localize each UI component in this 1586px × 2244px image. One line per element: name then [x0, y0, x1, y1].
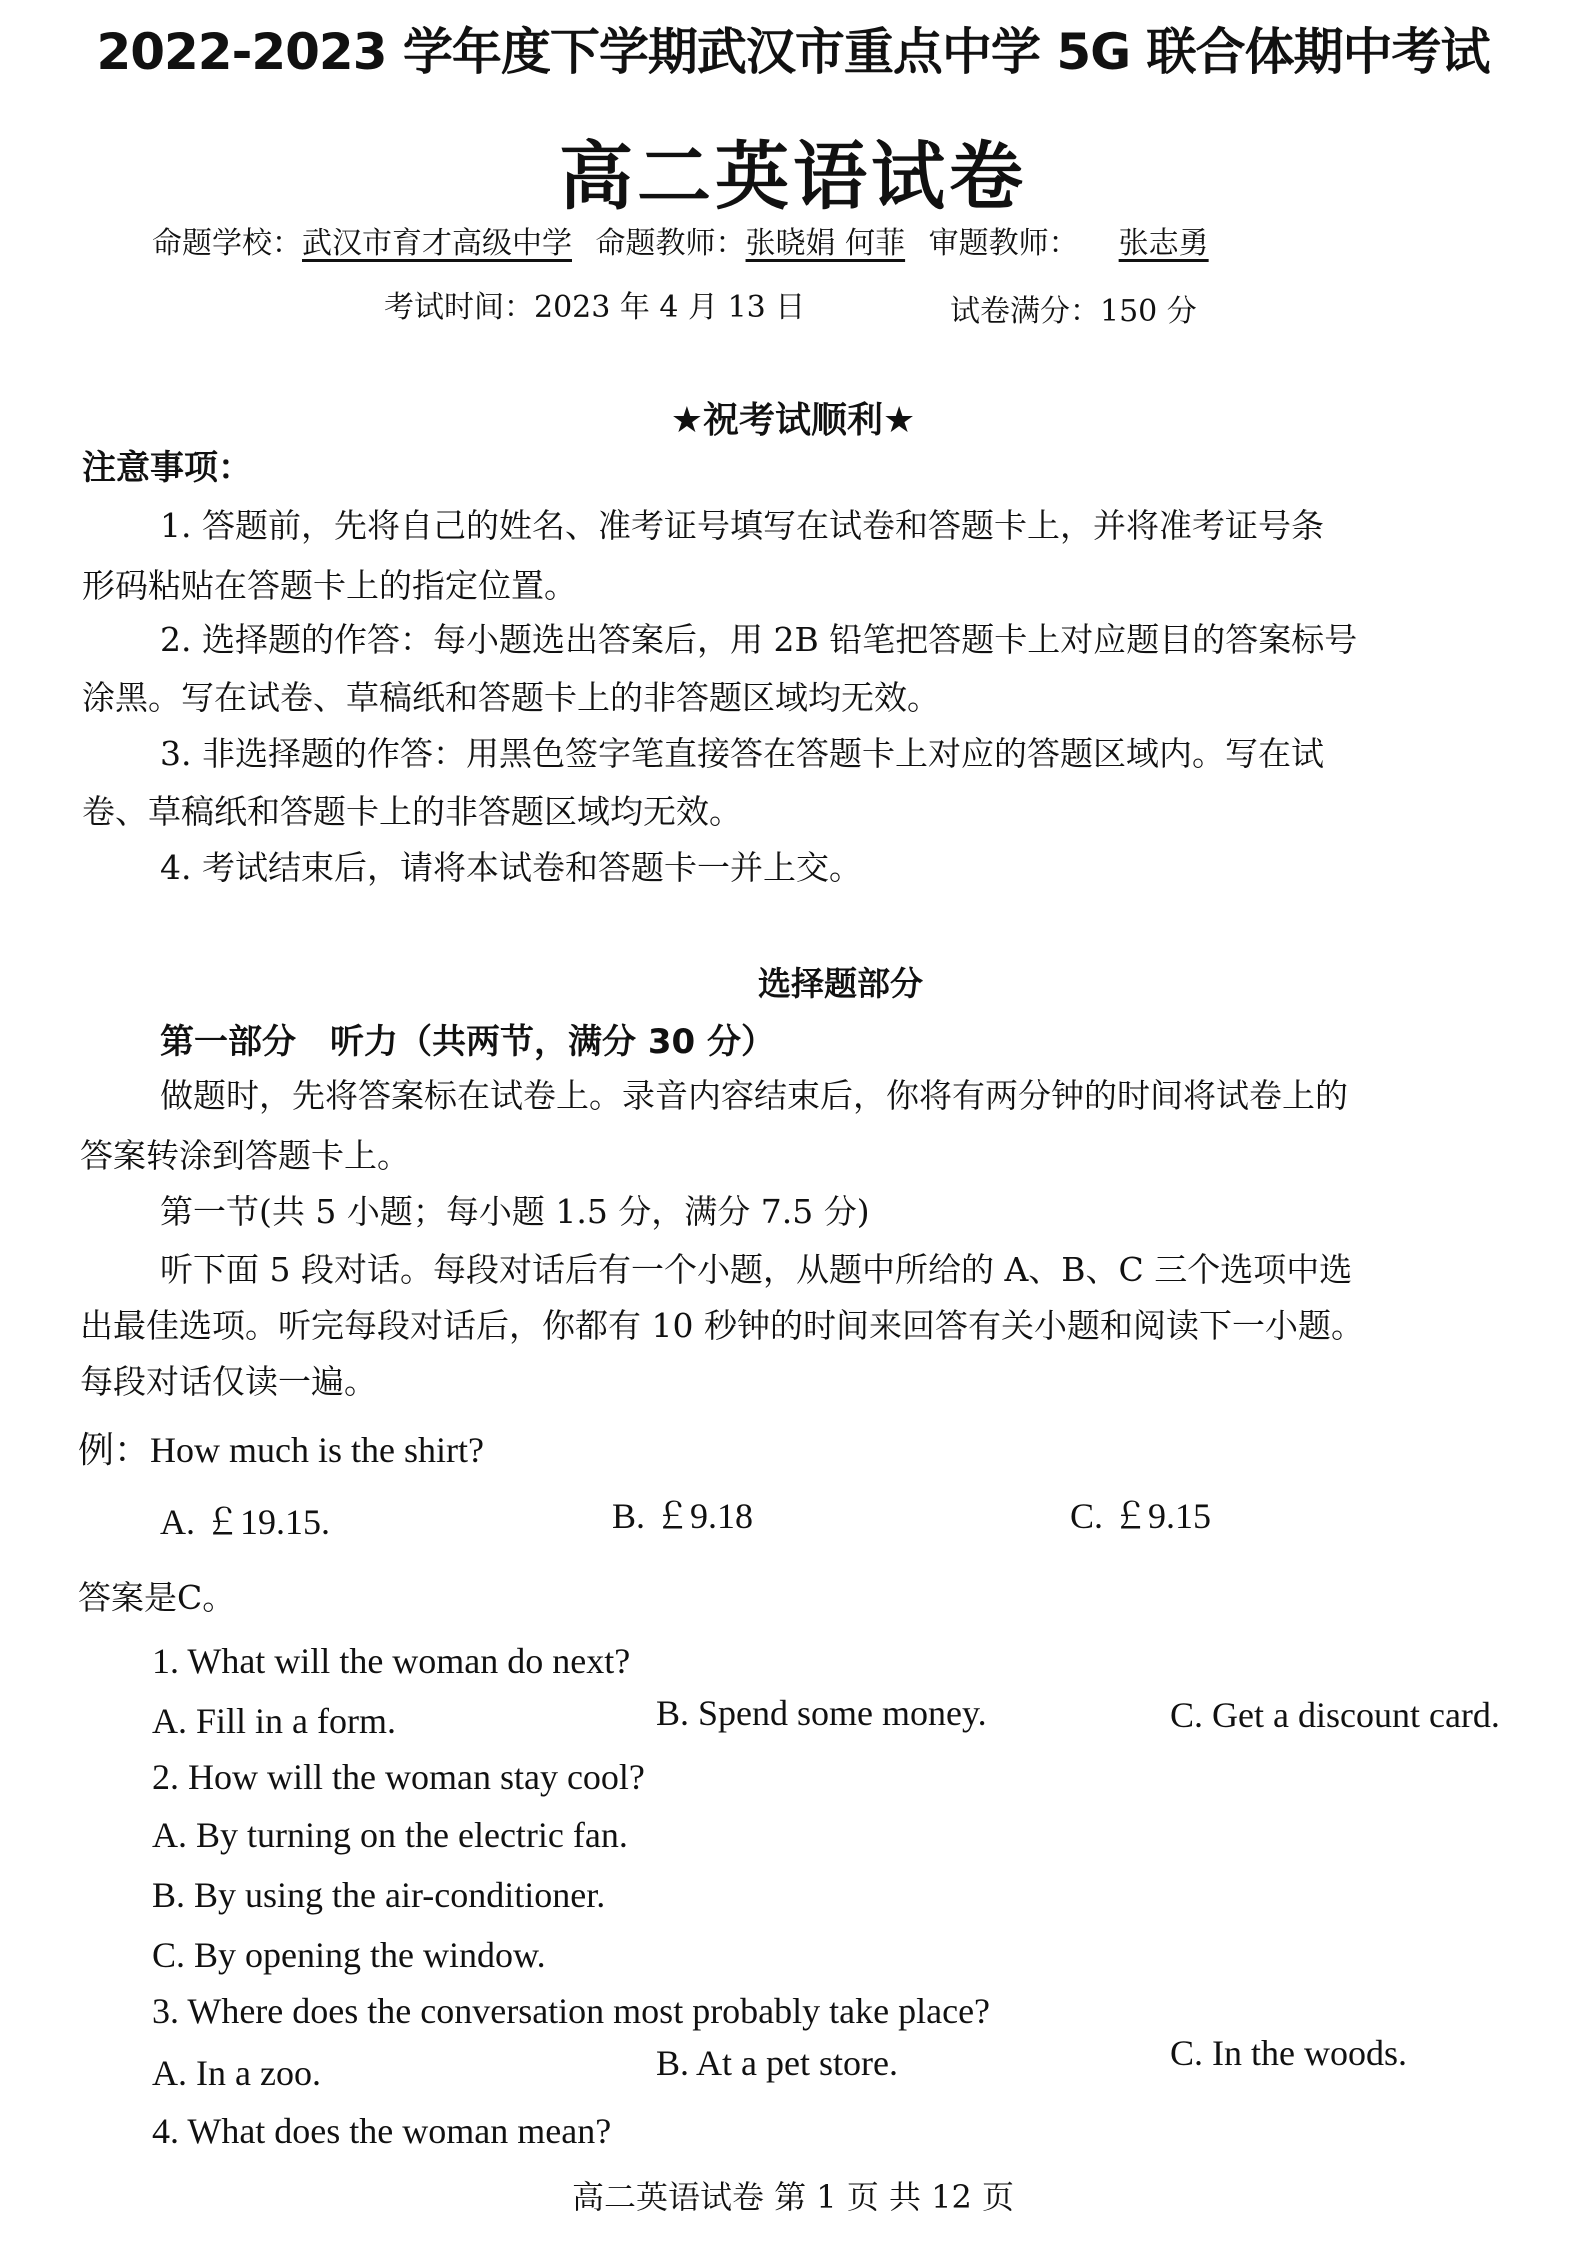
notice-line: 4. 考试结束后，请将本试卷和答题卡一并上交。 — [160, 848, 862, 887]
exam-title: 2022-2023 学年度下学期武汉市重点中学 5G 联合体期中考试 — [96, 23, 1490, 81]
section1-intro: 每段对话仅读一遍。 — [80, 1362, 377, 1401]
q1-option-c: C. Get a discount card. — [1170, 1695, 1500, 1735]
example-question: 例：How much is the shirt? — [78, 1430, 484, 1470]
school-label: 命题学校： — [152, 226, 302, 261]
example-option-b: B. ￡9.18 — [612, 1496, 754, 1536]
notice-line: 1. 答题前，先将自己的姓名、准考证号填写在试卷和答题卡上，并将准考证号条 — [160, 506, 1324, 545]
section1-intro: 出最佳选项。听完每段对话后，你都有 10 秒钟的时间来回答有关小题和阅读下一小题。 — [80, 1306, 1364, 1345]
notice-line: 3. 非选择题的作答：用黑色签字笔直接答在答题卡上对应的答题区域内。写在试 — [160, 734, 1324, 773]
question-4: 4. What does the woman mean? — [152, 2111, 612, 2151]
q1-option-a: A. Fill in a form. — [152, 1701, 396, 1741]
part1-title: 第一部分 听力（共两节，满分 30 分） — [160, 1022, 775, 1062]
example-option-a: A. ￡19.15. — [160, 1502, 330, 1542]
reviewer-label: 审题教师： — [928, 226, 1079, 261]
full-score: 试卷满分：150 分 — [950, 294, 1197, 329]
teacher-label: 命题教师： — [595, 226, 746, 261]
notice-line: 2. 选择题的作答：每小题选出答案后，用 2B 铅笔把答题卡上对应题目的答案标号 — [160, 620, 1358, 659]
q1-option-b: B. Spend some money. — [656, 1693, 987, 1733]
question-1: 1. What will the woman do next? — [152, 1641, 631, 1681]
q3-option-a: A. In a zoo. — [152, 2053, 321, 2093]
reviewer-name: 张志勇 — [1118, 226, 1209, 261]
notice-line: 涂黑。写在试卷、草稿纸和答题卡上的非答题区域均无效。 — [82, 678, 940, 717]
example-answer: 答案是C。 — [78, 1578, 236, 1617]
paper-subtitle: 高二英语试卷 — [559, 134, 1027, 220]
page-footer: 高二英语试卷 第 1 页 共 12 页 — [571, 2178, 1015, 2216]
blessing: ★祝考试顺利★ — [670, 400, 916, 441]
q2-option-c: C. By opening the window. — [152, 1935, 546, 1975]
section1-title: 第一节(共 5 小题；每小题 1.5 分，满分 7.5 分) — [160, 1192, 870, 1231]
q3-option-c: C. In the woods. — [1170, 2033, 1407, 2073]
part1-intro: 答案转涂到答题卡上。 — [80, 1136, 410, 1175]
q2-option-b: B. By using the air-conditioner. — [152, 1875, 606, 1915]
school-name: 武汉市育才高级中学 — [302, 226, 572, 261]
notice-line: 卷、草稿纸和答题卡上的非答题区域均无效。 — [82, 792, 742, 831]
example-option-c: C. ￡9.15 — [1070, 1496, 1212, 1536]
q2-option-a: A. By turning on the electric fan. — [152, 1815, 628, 1855]
q3-option-b: B. At a pet store. — [656, 2043, 898, 2083]
notice-heading: 注意事项： — [82, 448, 252, 488]
author-info-row — [152, 218, 1249, 262]
part1-intro: 做题时，先将答案标在试卷上。录音内容结束后，你将有两分钟的时间将试卷上的 — [160, 1076, 1348, 1115]
section-heading: 选择题部分 — [758, 964, 923, 1003]
question-3: 3. Where does the conversation most probably take place? — [152, 1991, 991, 2031]
section1-intro: 听下面 5 段对话。每段对话后有一个小题，从题中所给的 A、B、C 三个选项中选 — [160, 1250, 1353, 1289]
question-2: 2. How will the woman stay cool? — [152, 1757, 645, 1797]
notice-line: 形码粘贴在答题卡上的指定位置。 — [82, 566, 577, 605]
exam-time: 考试时间：2023 年 4 月 13 日 — [384, 290, 806, 325]
teacher-names: 张晓娟 何菲 — [745, 226, 906, 261]
